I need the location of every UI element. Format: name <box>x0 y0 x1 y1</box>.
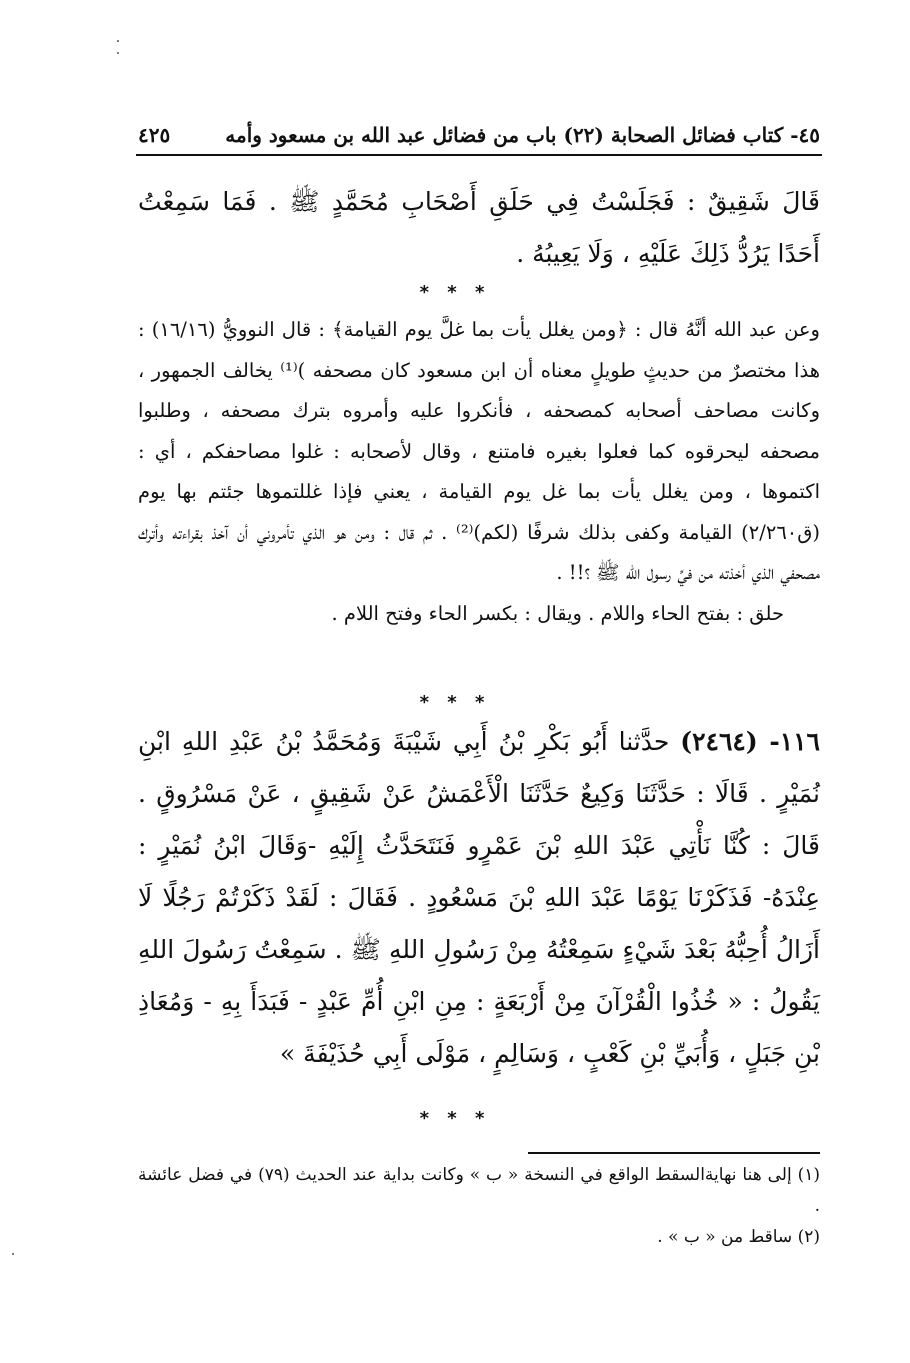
hadith-116 <box>138 716 820 1080</box>
hadith-115-end <box>138 176 820 280</box>
page-number: ٤٢٥ <box>138 123 171 147</box>
separator-1: * * * <box>419 282 491 303</box>
scan-speck <box>117 40 119 42</box>
header-title: ٤٥- كتاب فضائل الصحابة (٢٢) باب من فضائل عبد الله بن مسعود وأمه <box>225 123 820 147</box>
separator-2: * * * <box>419 692 491 713</box>
commentary <box>138 310 820 634</box>
scan-speck <box>117 52 119 54</box>
footnote-1: (١) إلى هنا نهايةالسقط الواقع في النسخة « ب » وكانت بداية عند الحديث (٧٩) في فضل عائشة . <box>138 1165 821 1216</box>
hadith-116-text: حدَّثنا أَبُو بَكْرِ بْنُ أَبِي شَيْبَةَ وَمُحَمَّدُ بْنُ عَبْدِ اللهِ ابْنِ نُمَيْرٍ . قَالَا : حَدَّثَنَا وَكِيعٌ حَدَّثَنَا الْأَعْمَشُ عَنْ شَقِيقٍ ، عَنْ مَسْرُوقٍ . قَالَ : كُنَّا نَأْتِي عَبْدَ اللهِ بْنَ عَمْرٍو فَنَتَحَدَّثُ إِلَيْهِ -وَقَالَ ابْنُ نُمَيْرٍ : عِنْدَهُ- فَذَكَرْنَا يَوْمًا عَبْدَ اللهِ بْنَ مَسْعُودٍ . فَقَالَ : لَقَدْ ذَكَرْتُمْ رَجُلًا لَا أَزَالُ أُحِبُّهُ بَعْدَ شَيْءٍ سَمِعْتُهُ مِنْ رَسُولِ اللهِ ﷺ . سَمِعْتُ رَسُولَ اللهِ يَقُولُ : « خُذُوا الْقُرْآنَ مِنْ أَرْبَعَةٍ : مِنِ ابْنِ أُمِّ عَبْدٍ - فَبَدَأَ بِهِ - وَمُعَاذِ بْنِ جَبَلٍ ، وَأُبَيِّ بْنِ كَعْبٍ ، وَسَالِمٍ ، مَوْلَى أَبِي حُذَيْفَةَ » <box>138 727 820 1068</box>
footnote-2: (٢) ساقط من « ب » . <box>657 1227 820 1247</box>
footnote-rule <box>528 1152 820 1154</box>
commentary-paragraph-2: حلق : بفتح الحاء واللام . ويقال : بكسر الحاء وفتح اللام . <box>331 601 784 625</box>
running-header <box>138 116 820 154</box>
footnotes <box>138 1160 820 1253</box>
separator-3: * * * <box>419 1108 491 1129</box>
hadith-116-paragraph <box>138 716 820 1080</box>
scan-speck <box>12 1253 14 1255</box>
header-rule <box>136 154 822 156</box>
hadith-number: ١١٦- (٢٤٦٤) <box>680 727 820 756</box>
hadith-115-text: قَالَ شَقِيقٌ : فَجَلَسْتُ فِي حَلَقِ أَصْحَابِ مُحَمَّدٍ ﷺ . فَمَا سَمِعْتُ أَحَدًا يَرُدُّ ذَلِكَ عَلَيْهِ ، وَلَا يَعِيبُهُ . <box>138 187 820 268</box>
commentary-paragraph-1: وعن عبد الله أنَّهُ قال : ﴿ومن يغلل يأت بما غلَّ يوم القيامة﴾ : قال النوويُّ (١٦/١٦) : هذا مختصرٌ من حديثٍ طويلٍ معناه أن ابن مسعود كان مصحفه )⁽¹⁾ يخالف الجمهور ، وكانت مصاحف أصحابه كمصحفه ، فأنكروا عليه وأمروه بترك مصحفه ، وطلبوا مصحفه ليحرقوه كما فعلوا بغيره فامتنع ، وقال لأصحابه : غلوا مصاحفكم ، أي : اكتموها ، ومن يغلل يأت بما غل يوم القيامة ، يعني فإذا غللتموها جئتم بها يوم (ق٢/٢٦٠) القيامة وكفى بذلك شرفًا (لكم)⁽²⁾ . ثم قال : ومن هو الذي تأمروني أن آخذ بقراءته وأترك مصحفي الذي أخذته من فيِّ رسول الله ﷺ ؟!! . <box>138 318 821 584</box>
